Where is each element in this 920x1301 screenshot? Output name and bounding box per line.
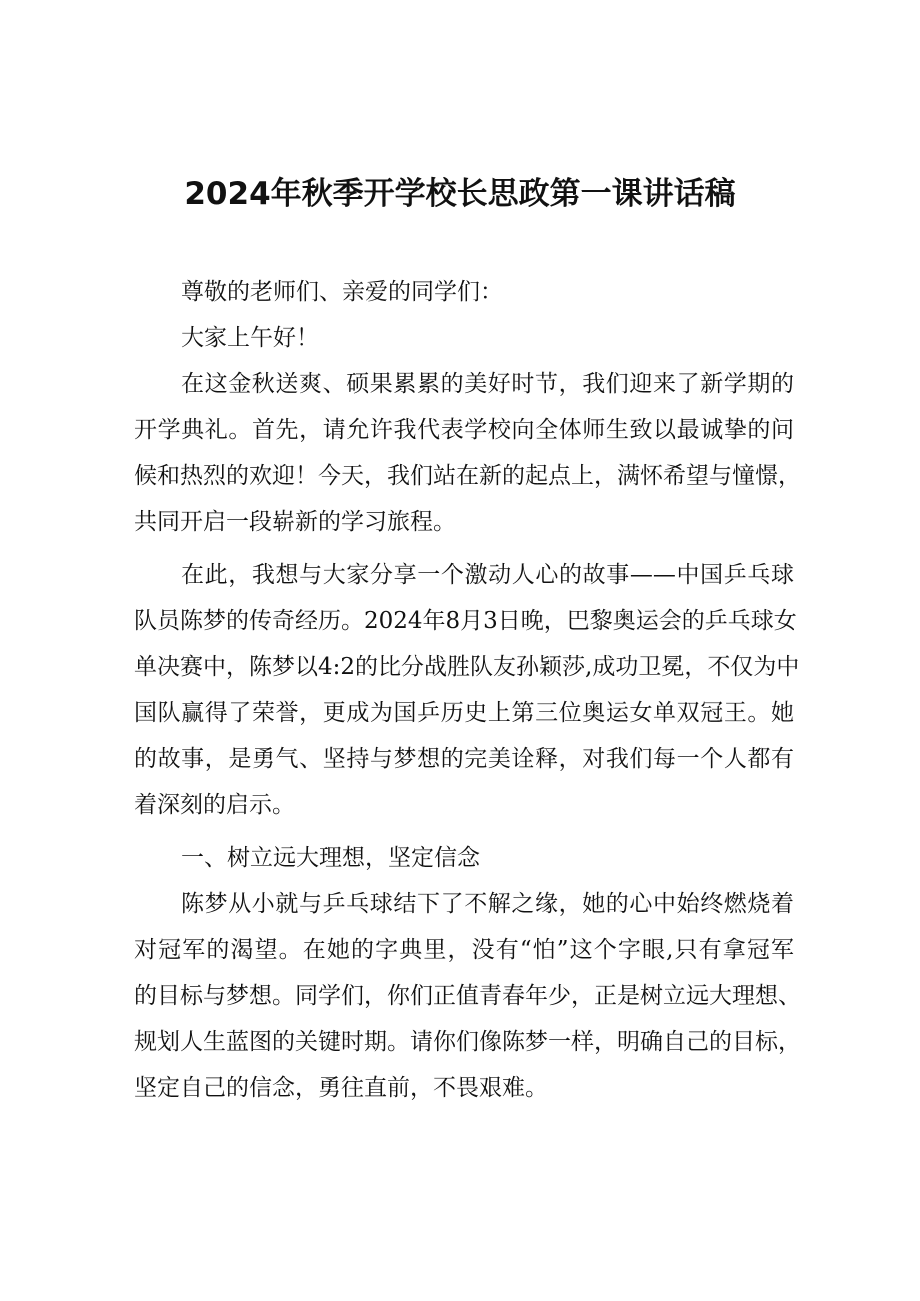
paragraph-line: 陈梦从小就与乒乓球结下了不解之缘，她的心中始终燃烧着 <box>181 891 794 917</box>
paragraph-line: 开学典礼。首先，请允许我代表学校向全体师生致以最诚挚的问 <box>134 417 794 443</box>
paragraph-line: 在这金秋送爽、硕果累累的美好时节，我们迎来了新学期的 <box>181 371 794 397</box>
section-heading: 一、树立远大理想，坚定信念 <box>181 845 480 871</box>
paragraph-line: 规划人生蓝图的关键时期。请你们像陈梦一样，明确自己的目标， <box>134 1029 801 1055</box>
paragraph-line: 的目标与梦想。同学们，你们正值青春年少，正是树立远大理想、 <box>134 983 801 1009</box>
paragraph-line: 的故事，是勇气、坚持与梦想的完美诠释，对我们每一个人都有 <box>134 746 794 772</box>
paragraph-line: 着深刻的启示。 <box>134 792 295 818</box>
paragraph-line: 共同开启一段崭新的学习旅程。 <box>134 509 456 535</box>
paragraph-line: 队员陈梦的传奇经历。2024年8月3日晚，巴黎奥运会的乒乓球女 <box>134 608 797 634</box>
paragraph-line: 在此，我想与大家分享一个激动人心的故事——中国乒乓球 <box>181 562 794 588</box>
document-title: 2024年秋季开学校长思政第一课讲话稿 <box>184 176 736 212</box>
paragraph-line: 国队赢得了荣誉，更成为国乒历史上第三位奥运女单双冠王。她 <box>134 700 794 726</box>
paragraph-line: 候和热烈的欢迎！今天，我们站在新的起点上，满怀希望与憧憬， <box>134 463 801 489</box>
paragraph-line: 单决赛中，陈梦以4:2的比分战胜队友孙颖莎,成功卫冕，不仅为中 <box>134 654 800 680</box>
paragraph-line: 对冠军的渴望。在她的字典里，没有“怕”这个字眼,只有拿冠军 <box>134 937 794 963</box>
salutation: 尊敬的老师们、亲爱的同学们： <box>181 279 503 305</box>
paragraph-line: 坚定自己的信念，勇往直前，不畏艰难。 <box>134 1075 548 1101</box>
greeting: 大家上午好！ <box>181 325 319 351</box>
